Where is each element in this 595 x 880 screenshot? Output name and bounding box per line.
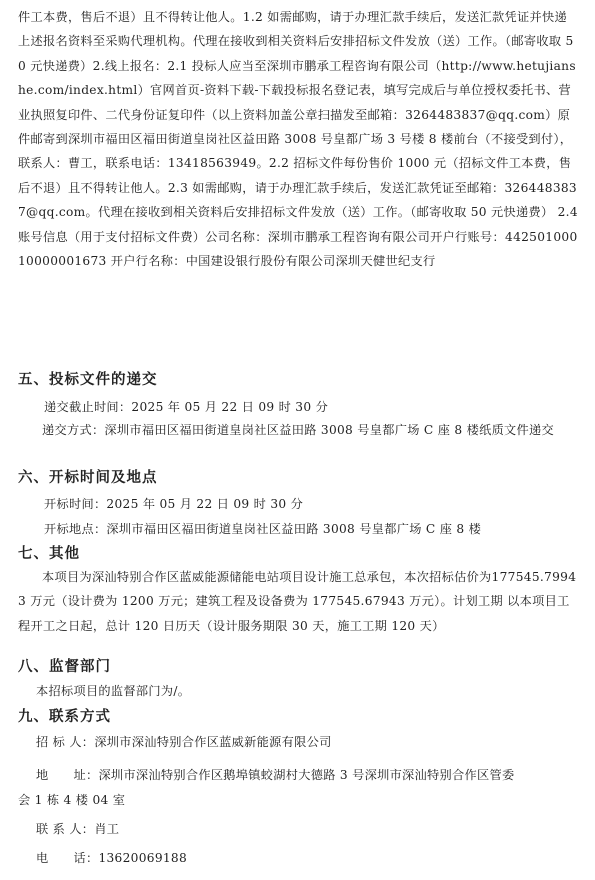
tenderer-value: 深圳市深汕特别合作区蓝威新能源有限公司	[94, 735, 332, 749]
tenderer-label: 招 标 人：	[36, 735, 95, 749]
opening-time: 开标时间：2025 年 05 月 22 日 09 时 30 分	[44, 497, 304, 511]
section-6-heading: 六、开标时间及地点	[18, 470, 158, 486]
submission-method: 递交方式：深圳市福田区福田街道皇岗社区益田路 3008 号皇都广场 C 座 8 楼纸质文件递交	[42, 423, 555, 437]
submission-deadline: 递交截止时间：2025 年 05 月 22 日 09 时 30 分	[44, 400, 329, 414]
phone-value: 13620069188	[98, 851, 188, 865]
phone-row	[36, 849, 187, 866]
other-info-paragraph: 本项目为深汕特别合作区蓝威能源储能电站项目设计施工总承包，本次招标估价为177545.79943 万元（设计费为 1200 万元；建筑工程及设备费为 177545.67943 万元）。计划工期 以本项目工程开工之日起，总计 120 日历天（设计服务期限 30 天，施工工期 120 天）	[18, 570, 577, 633]
opening-place: 开标地点：深圳市福田区福田街道皇岗社区益田路 3008 号皇都广场 C 座 8 楼	[44, 522, 482, 536]
address-row	[36, 766, 514, 783]
contact-label: 联 系 人：	[36, 822, 95, 836]
contact-row	[36, 820, 119, 837]
address-value-line2: 会 1 栋 4 楼 04 室	[18, 793, 126, 807]
section-7-heading: 七、其他	[18, 546, 80, 562]
supervision-text: 本招标项目的监督部门为/。	[36, 684, 191, 698]
section-5-heading: 五、投标文件的递交	[18, 372, 158, 388]
section-8-heading: 八、监督部门	[18, 659, 111, 675]
address-value-line1: 深圳市深汕特别合作区鹅埠镇蛟湖村大德路 3 号深圳市深汕特别合作区管委	[98, 768, 515, 782]
registration-details-paragraph: 件工本费，售后不退）且不得转让他人。1.2 如需邮购，请于办理汇款手续后，发送汇款凭证并快递上述报名资料至采购代理机构。代理在接收到相关资料后安排招标文件发放（送）工作。（邮寄收取 50 元快递费）2.线上报名：2.1 投标人应当至深圳市鹏承工程咨询有限公司（http://www.hetujianshe.com/index.html）官网首页-资料下载-下载投标报名登记表，填写完成后与单位授权委托书、营业执照复印件、二代身份证复印件（以上资料加盖公章扫描发至邮箱：3264483837@qq.com）原件邮寄到深圳市福田区福田街道皇岗社区益田路 3008 号皇都广场 3 号楼 8 楼前台（不接受到付），联系人：曹工，联系电话：13418563949。2.2 招标文件每份售价 1000 元（招标文件工本费，售后不退）且不得转让他人。2.3 如需邮购，请于办理汇款手续后，发送汇款凭证至邮箱：3264483837@qq.com。代理在接收到相关资料后安排招标文件发放（送）工作。（邮寄收取 50 元快递费） 2.4 账号信息（用于支付招标文件费）公司名称：深圳市鹏承工程咨询有限公司开户行账号：44250100010000001673 开户行名称：中国建设银行股份有限公司深圳天健世纪支行	[18, 10, 578, 269]
tenderer-row	[36, 733, 332, 750]
phone-label: 电 话：	[36, 851, 99, 865]
address-label: 地 址：	[36, 768, 99, 782]
contact-value: 肖工	[94, 822, 120, 836]
section-9-heading: 九、联系方式	[18, 709, 111, 725]
